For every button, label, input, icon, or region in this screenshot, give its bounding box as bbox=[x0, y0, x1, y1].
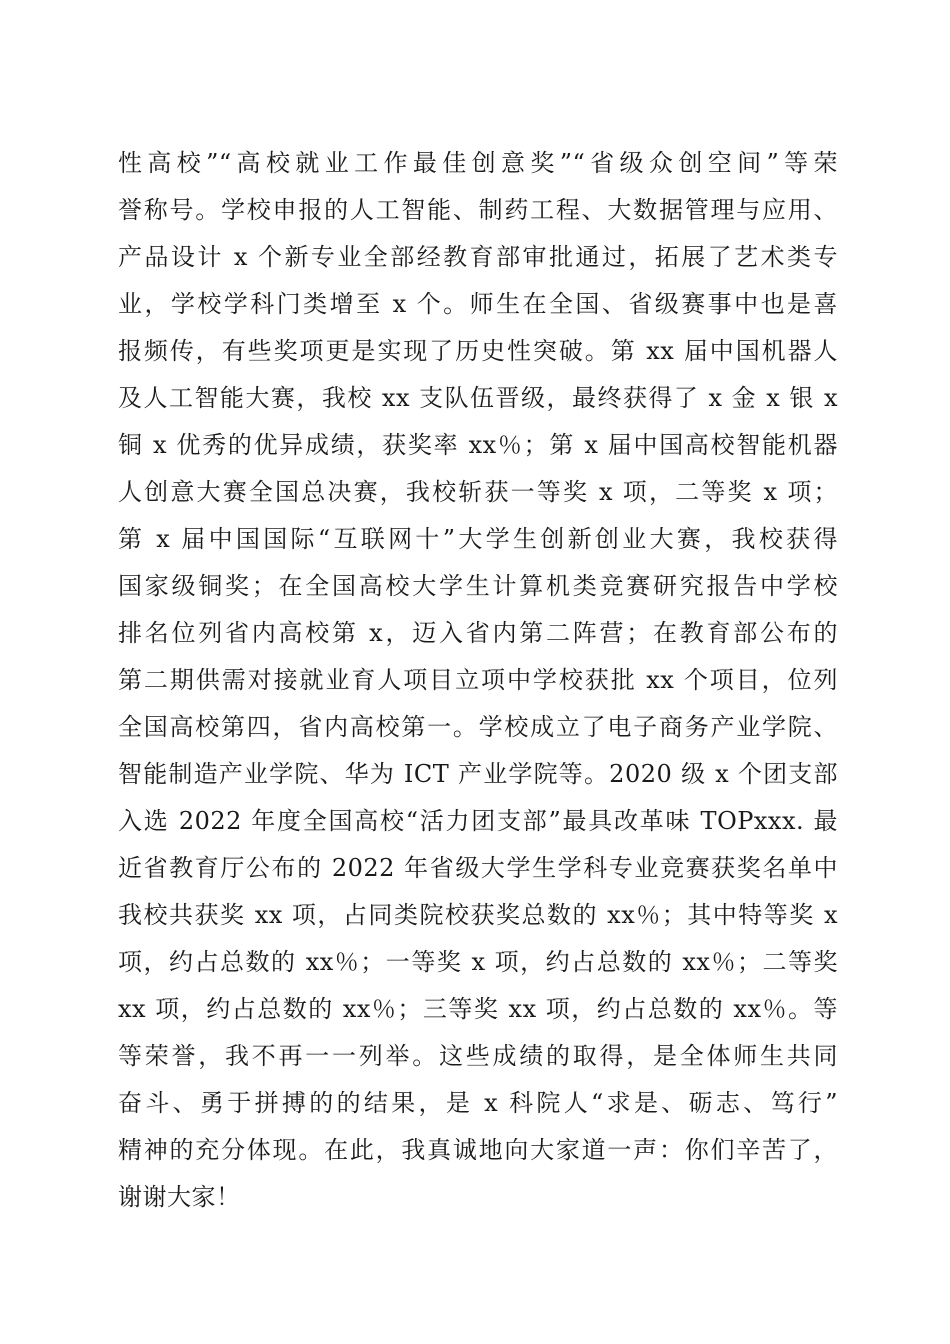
text-line: 等荣誉，我不再一一列举。这些成绩的取得，是全体师生共同 bbox=[118, 1042, 838, 1070]
text-line: 性高校”“高校就业工作最佳创意奖”“省级众创空间”等荣 bbox=[118, 149, 838, 177]
text-line: 近省教育厅公布的 2022 年省级大学生学科专业竞赛获奖名单中 bbox=[118, 854, 838, 882]
text-line: 全国高校第四，省内高校第一。学校成立了电子商务产业学院、 bbox=[118, 713, 838, 741]
text-line: 谢谢大家！ bbox=[118, 1183, 241, 1211]
text-line: 铜 x 优秀的优异成绩，获奖率 xx％；第 x 届中国高校智能机器 bbox=[118, 431, 838, 459]
text-line: 项，约占总数的 xx％；一等奖 x 项，约占总数的 xx％；二等奖 bbox=[118, 948, 838, 976]
text-line: 国家级铜奖；在全国高校大学生计算机类竞赛研究报告中学校 bbox=[118, 572, 838, 600]
text-line: 智能制造产业学院、华为 ICT 产业学院等。2020 级 x 个团支部 bbox=[118, 760, 838, 788]
text-line: 业，学校学科门类增至 x 个。师生在全国、省级赛事中也是喜 bbox=[118, 290, 838, 318]
text-line: 产品设计 x 个新专业全部经教育部审批通过，拓展了艺术类专 bbox=[118, 243, 838, 271]
text-line: 及人工智能大赛，我校 xx 支队伍晋级，最终获得了 x 金 x 银 x bbox=[118, 384, 838, 412]
text-line: 第 x 届中国国际“互联网十”大学生创新创业大赛，我校获得 bbox=[118, 525, 838, 553]
body-paragraph bbox=[118, 140, 838, 1221]
text-line: 排名位列省内高校第 x，迈入省内第二阵营；在教育部公布的 bbox=[118, 619, 838, 647]
text-line: xx 项，约占总数的 xx％；三等奖 xx 项，约占总数的 xx％。等 bbox=[118, 995, 838, 1023]
text-line: 誉称号。学校申报的人工智能、制药工程、大数据管理与应用、 bbox=[118, 196, 838, 224]
text-line: 人创意大赛全国总决赛，我校斩获一等奖 x 项，二等奖 x 项； bbox=[118, 478, 838, 506]
text-line: 奋斗、勇于拼搏的的结果，是 x 科院人“求是、砺志、笃行” bbox=[118, 1089, 838, 1117]
text-line: 第二期供需对接就业育人项目立项中学校获批 xx 个项目，位列 bbox=[118, 666, 838, 694]
text-line: 报频传，有些奖项更是实现了历史性突破。第 xx 届中国机器人 bbox=[118, 337, 838, 365]
text-line: 精神的充分体现。在此，我真诚地向大家道一声：你们辛苦了， bbox=[118, 1136, 838, 1164]
text-line: 入选 2022 年度全国高校“活力团支部”最具改革味 TOPxxx. 最 bbox=[118, 807, 838, 835]
text-line: 我校共获奖 xx 项，占同类院校获奖总数的 xx％；其中特等奖 x bbox=[118, 901, 838, 929]
